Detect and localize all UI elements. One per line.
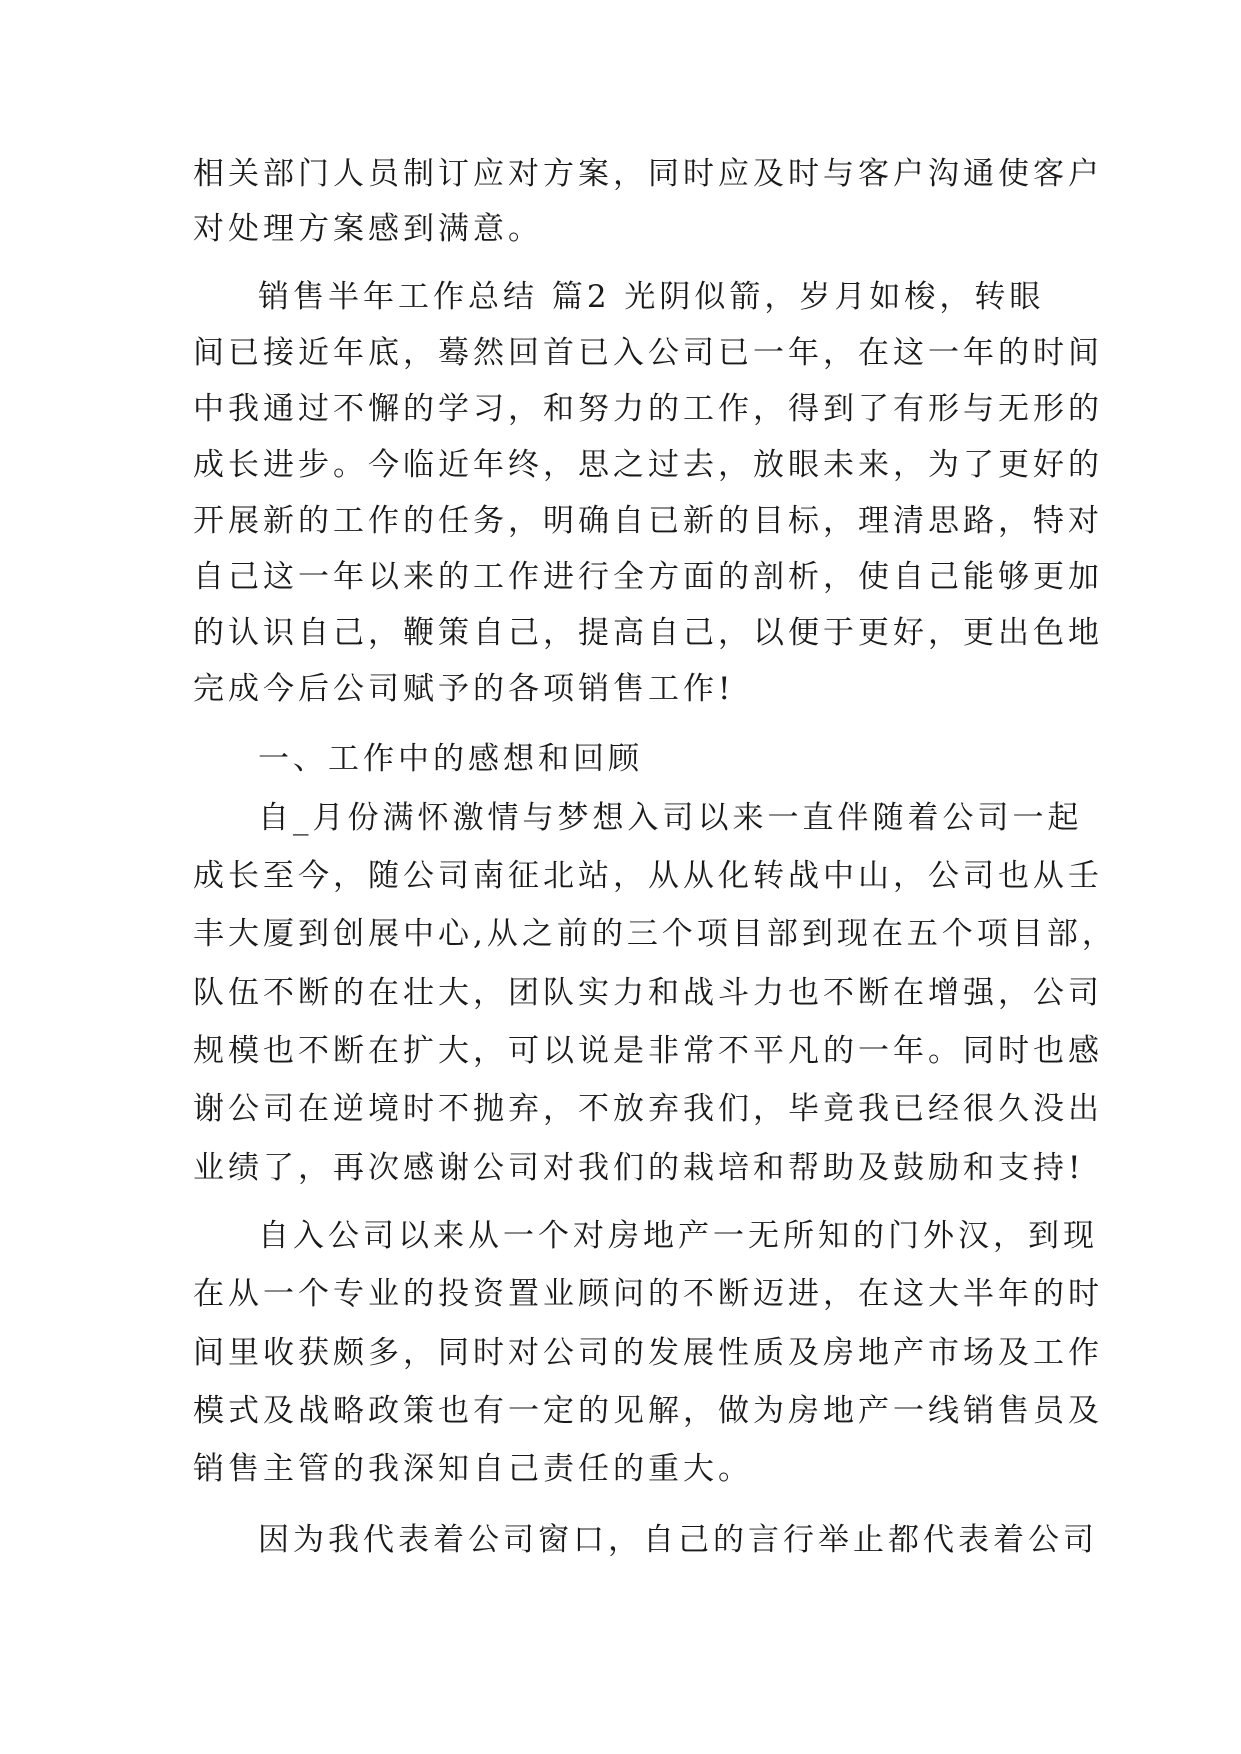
paragraph-line: 自入公司以来从一个对房地产一无所知的门外汉，到现: [258, 1218, 1098, 1254]
paragraph-line: 间里收获颇多，同时对公司的发展性质及房地产市场及工作: [193, 1335, 1103, 1371]
paragraph-line: 谢公司在逆境时不抛弃，不放弃我们，毕竟我已经很久没出: [193, 1091, 1103, 1127]
paragraph-line: 丰大厦到创展中心,从之前的三个项目部到现在五个项目部，: [193, 916, 1117, 952]
paragraph-line: 销售主管的我深知自己责任的重大。: [193, 1451, 753, 1487]
paragraph-line: 成长至今，随公司南征北站，从从化转战中山，公司也从壬: [193, 858, 1103, 894]
paragraph-line: 成长进步。今临近年终，思之过去，放眼未来，为了更好的: [193, 447, 1103, 483]
paragraph-line: 模式及战略政策也有一定的见解，做为房地产一线销售员及: [193, 1393, 1103, 1429]
paragraph-line: 间已接近年底，蓦然回首已入公司已一年，在这一年的时间: [193, 335, 1103, 371]
paragraph-line: 自己这一年以来的工作进行全方面的剖析，使自己能够更加: [193, 559, 1103, 595]
paragraph-line: 队伍不断的在壮大，团队实力和战斗力也不断在增强，公司: [193, 975, 1103, 1011]
paragraph-line: 开展新的工作的任务，明确自已新的目标，理清思路，特对: [193, 503, 1103, 539]
paragraph-line: 完成今后公司赋予的各项销售工作!: [193, 671, 735, 707]
paragraph-line: 相关部门人员制订应对方案，同时应及时与客户沟通使客户: [193, 156, 1103, 192]
paragraph-line: 自_月份满怀激情与梦想入司以来一直伴随着公司一起: [258, 800, 1083, 836]
subsection-heading: 一、工作中的感想和回顾: [258, 741, 643, 777]
paragraph-line: 对处理方案感到满意。: [193, 211, 543, 247]
paragraph-line: 中我通过不懈的学习，和努力的工作，得到了有形与无形的: [193, 391, 1103, 427]
section-heading-line: 销售半年工作总结 篇2 光阴似箭，岁月如梭，转眼: [258, 279, 1045, 315]
paragraph-line: 因为我代表着公司窗口，自己的言行举止都代表着公司: [258, 1522, 1098, 1558]
paragraph-line: 业绩了，再次感谢公司对我们的栽培和帮助及鼓励和支持!: [193, 1150, 1085, 1186]
paragraph-line: 规模也不断在扩大，可以说是非常不平凡的一年。同时也感: [193, 1033, 1103, 1069]
paragraph-line: 的认识自己，鞭策自己，提高自己，以便于更好，更出色地: [193, 615, 1103, 651]
paragraph-line: 在从一个专业的投资置业顾问的不断迈进，在这大半年的时: [193, 1276, 1103, 1312]
